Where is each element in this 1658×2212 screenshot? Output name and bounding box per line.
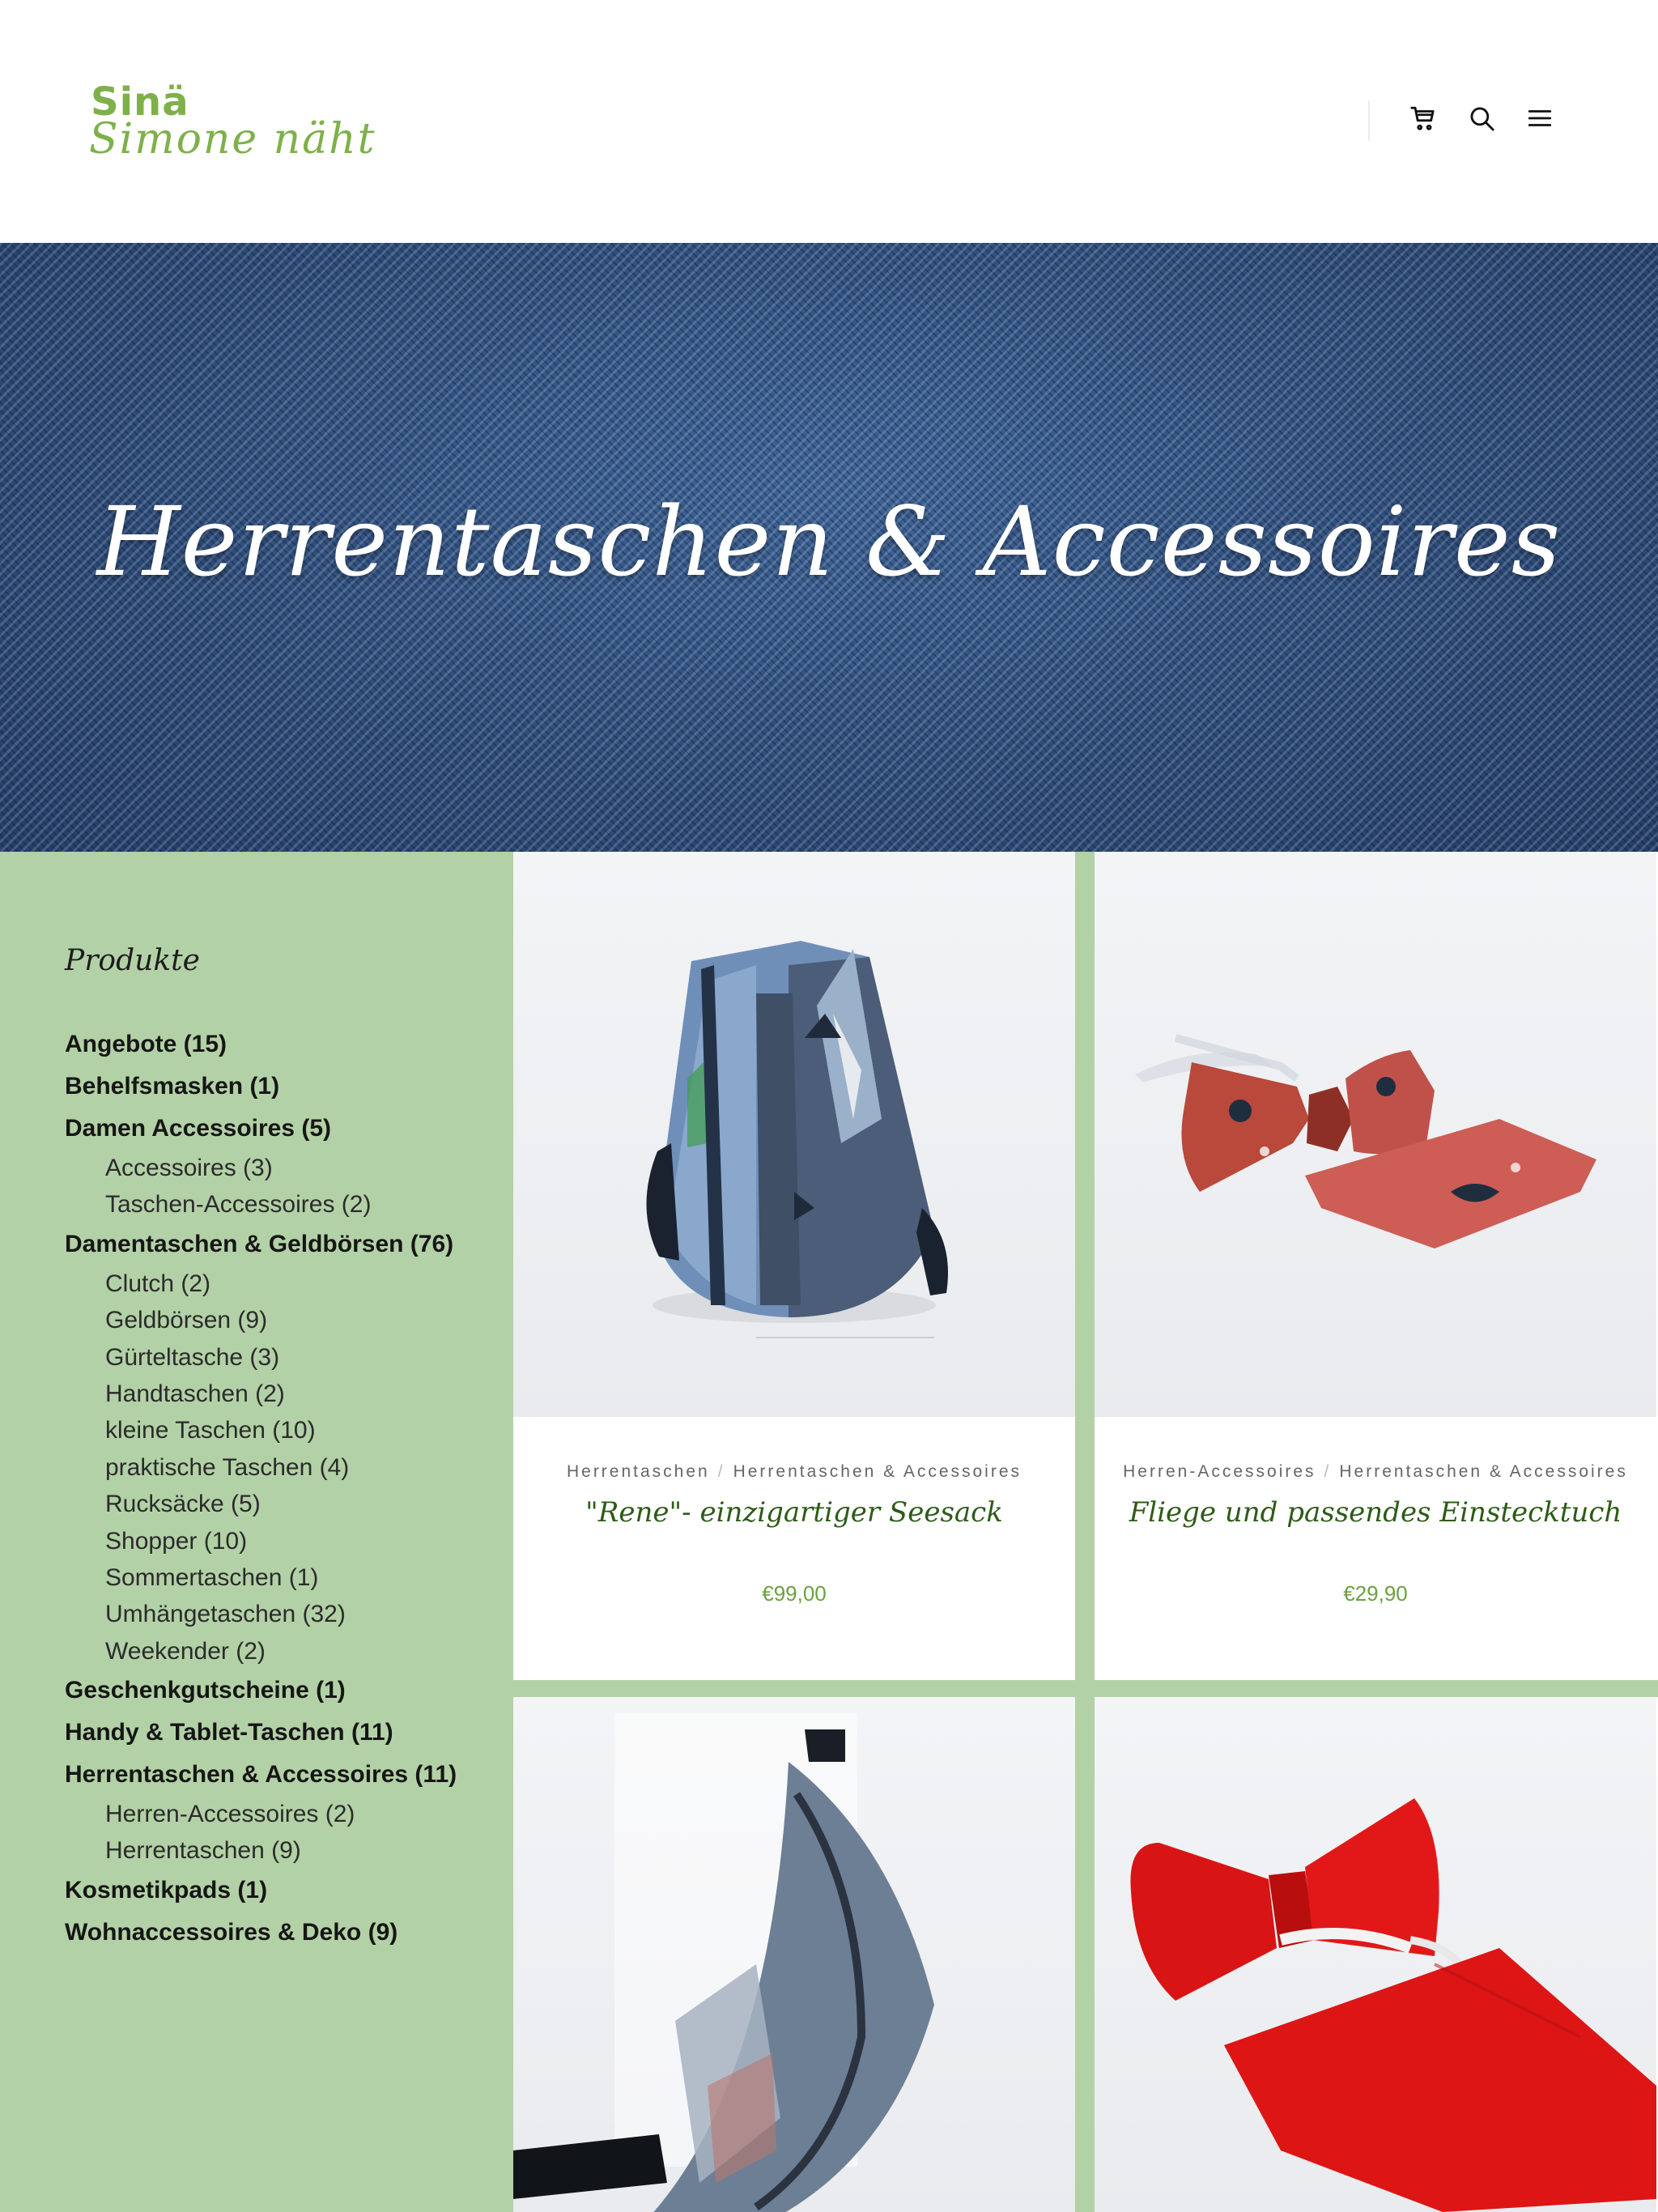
- site-header: [0, 0, 1658, 243]
- product-title[interactable]: "Rene"- einzigartiger Seesack: [585, 1496, 1003, 1529]
- product-title[interactable]: Fliege und passendes Einstecktuch: [1129, 1496, 1622, 1529]
- product-card[interactable]: [513, 852, 1075, 1680]
- product-image[interactable]: [1095, 1697, 1656, 2212]
- search-icon[interactable]: [1465, 102, 1498, 134]
- category-link[interactable]: Damentaschen & Geldbörsen (76): [65, 1230, 454, 1257]
- product-categories: Herren-Accessoires / Herrentaschen & Accessoires: [1123, 1462, 1628, 1481]
- product-info: [513, 1417, 1075, 1680]
- product-price: €29,90: [1343, 1581, 1408, 1606]
- subcategory-link[interactable]: Gürteltasche (3): [105, 1343, 280, 1371]
- product-categories: Herrentaschen / Herrentaschen & Accessoires: [566, 1462, 1022, 1481]
- main-content: [0, 852, 1658, 2212]
- product-price: €99,00: [762, 1581, 827, 1606]
- subcategory-link[interactable]: Herren-Accessoires (2): [105, 1801, 355, 1828]
- subcategory-link[interactable]: Handtaschen (2): [105, 1380, 285, 1407]
- category-link[interactable]: Damen Accessoires (5): [65, 1115, 332, 1142]
- logo-line-1: Sinä: [91, 79, 189, 125]
- hero-banner: [0, 243, 1658, 852]
- category-list: [65, 1023, 457, 1954]
- product-image[interactable]: [513, 852, 1075, 1417]
- product-image[interactable]: [513, 1697, 1075, 2212]
- product-category-link[interactable]: Herrentaschen & Accessoires: [733, 1462, 1022, 1481]
- product-category-link[interactable]: Herrentaschen: [566, 1462, 710, 1481]
- header-divider: [1368, 100, 1370, 141]
- category-link[interactable]: Wohnaccessoires & Deko (9): [65, 1918, 398, 1946]
- product-category-link[interactable]: Herrentaschen & Accessoires: [1339, 1462, 1628, 1481]
- subcategory-link[interactable]: Rucksäcke (5): [105, 1491, 261, 1518]
- product-category-link[interactable]: Herren-Accessoires: [1123, 1462, 1316, 1481]
- subcategory-link[interactable]: Sommertaschen (1): [105, 1563, 319, 1591]
- subcategory-link[interactable]: Geldbörsen (9): [105, 1307, 268, 1334]
- subcategory-link[interactable]: Umhängetaschen (32): [105, 1601, 346, 1628]
- product-info: [1095, 1417, 1656, 1680]
- denim-belt-bag-image: [513, 1697, 1075, 2212]
- logo-line-2: Simone näht: [89, 115, 376, 164]
- paisley-bowtie-image: [1095, 852, 1656, 1417]
- subcategory-link[interactable]: Weekender (2): [105, 1637, 266, 1665]
- menu-icon[interactable]: [1524, 102, 1556, 134]
- product-image[interactable]: [1095, 852, 1656, 1417]
- subcategory-link[interactable]: Clutch (2): [105, 1270, 211, 1297]
- subcategory-link[interactable]: praktische Taschen (4): [105, 1453, 350, 1481]
- subcategory-link[interactable]: Accessoires (3): [105, 1155, 273, 1181]
- category-link[interactable]: Handy & Tablet-Taschen (11): [65, 1719, 393, 1746]
- sidebar-title: Produkte: [65, 944, 200, 977]
- product-card[interactable]: [1095, 852, 1658, 1680]
- category-link[interactable]: Angebote (15): [65, 1031, 227, 1057]
- category-link[interactable]: Geschenkgutscheine (1): [65, 1677, 346, 1704]
- site-logo[interactable]: [89, 79, 376, 168]
- subcategory-link[interactable]: kleine Taschen (10): [105, 1417, 316, 1444]
- sidebar: [0, 852, 513, 2212]
- subcategory-link[interactable]: Shopper (10): [105, 1527, 248, 1555]
- red-bowtie-image: [1095, 1697, 1656, 2212]
- category-link[interactable]: Herrentaschen & Accessoires (11): [65, 1761, 457, 1789]
- denim-backpack-image: [513, 852, 1075, 1417]
- cart-icon[interactable]: [1407, 102, 1439, 134]
- category-link[interactable]: Behelfsmasken (1): [65, 1073, 280, 1100]
- subcategory-link[interactable]: Taschen-Accessoires (2): [105, 1191, 372, 1219]
- product-card[interactable]: [513, 1697, 1075, 2212]
- subcategory-link[interactable]: Herrentaschen (9): [105, 1837, 301, 1865]
- product-card[interactable]: [1095, 1697, 1658, 2212]
- page-title: Herrentaschen & Accessoires: [96, 486, 1562, 598]
- category-link[interactable]: Kosmetikpads (1): [65, 1876, 268, 1904]
